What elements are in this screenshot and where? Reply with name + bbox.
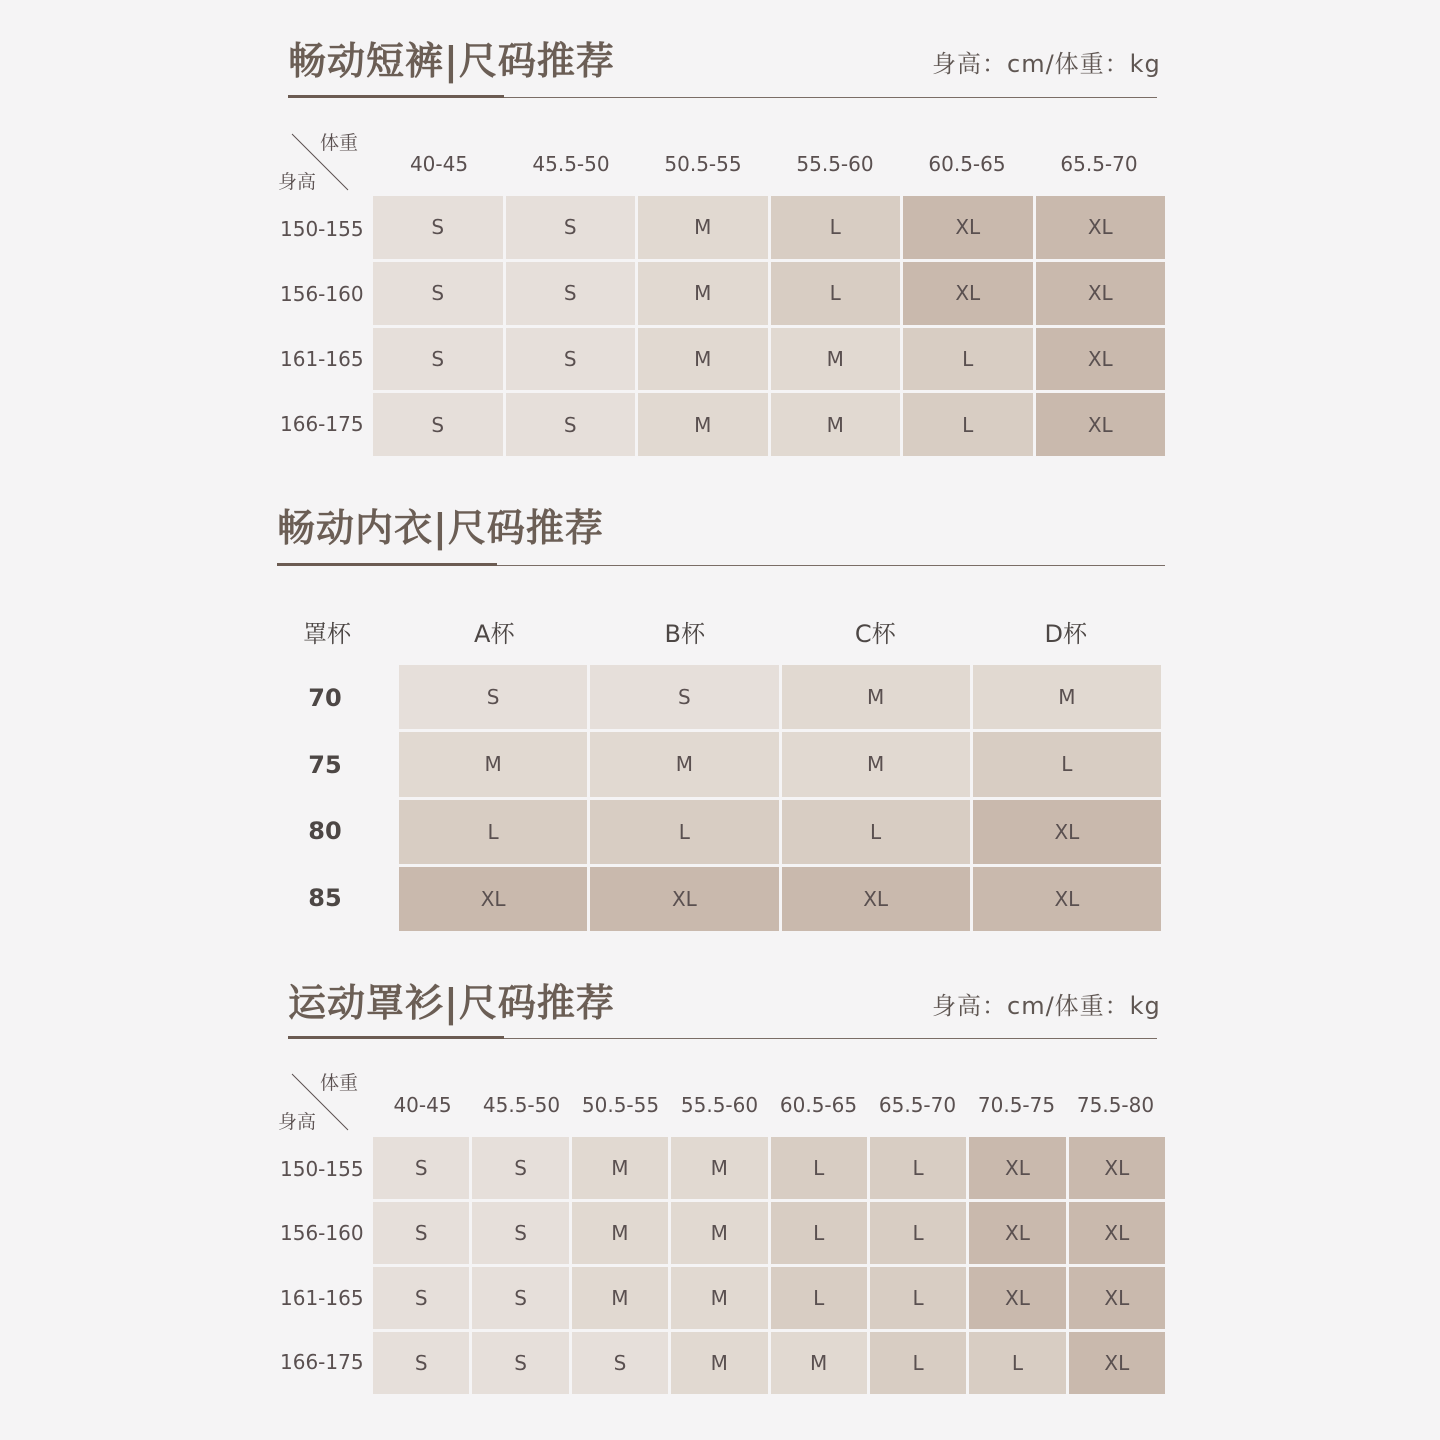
size-cell: M: [572, 1202, 668, 1264]
corner-height-label: 身高: [278, 1111, 317, 1133]
size-cell: M: [973, 665, 1161, 729]
size-cell: XL: [903, 262, 1033, 325]
size-cell: M: [671, 1267, 767, 1329]
top-row-headers: [280, 1137, 370, 1394]
size-cell: L: [870, 1332, 966, 1394]
size-cell: L: [590, 800, 778, 864]
size-cell: M: [638, 393, 768, 456]
column-header: 40-45: [409, 152, 469, 176]
size-cell: S: [572, 1332, 668, 1394]
bra-column-headers: [399, 612, 1161, 650]
size-cell: L: [870, 1137, 966, 1199]
size-cell: S: [373, 393, 503, 456]
bra-size-table: [399, 665, 1161, 931]
size-cell: XL: [973, 867, 1161, 931]
size-cell: XL: [1069, 1267, 1165, 1329]
top-divider-accent: [288, 1036, 504, 1039]
column-header: 60.5-65: [779, 1093, 858, 1117]
row-header: 70: [308, 684, 342, 713]
top-title: 运动罩衫|尺码推荐: [288, 981, 615, 1025]
size-cell: L: [969, 1332, 1065, 1394]
size-cell: S: [373, 1267, 469, 1329]
size-cell: XL: [903, 196, 1033, 259]
size-cell: L: [771, 1202, 867, 1264]
size-cell: M: [638, 328, 768, 391]
size-cell: XL: [1036, 393, 1166, 456]
column-header: 75.5-80: [1076, 1093, 1155, 1117]
top-unit-label: 身高：cm/体重：kg: [932, 992, 1161, 1020]
size-cell: XL: [590, 867, 778, 931]
shorts-size-table: [373, 196, 1165, 456]
column-header: 60.5-65: [928, 152, 1006, 176]
size-cell: XL: [969, 1267, 1065, 1329]
size-cell: S: [506, 262, 636, 325]
column-header: 70.5-75: [977, 1093, 1056, 1117]
size-cell: S: [506, 196, 636, 259]
column-header: 45.5-50: [482, 1093, 561, 1117]
size-cell: S: [472, 1267, 568, 1329]
shorts-divider-accent: [288, 95, 504, 98]
row-header: 166-175: [280, 411, 364, 436]
column-header: 55.5-60: [796, 152, 874, 176]
size-cell: M: [671, 1202, 767, 1264]
size-cell: M: [771, 1332, 867, 1394]
size-cell: L: [771, 262, 901, 325]
size-cell: M: [771, 393, 901, 456]
size-cell: M: [782, 665, 970, 729]
size-cell: S: [399, 665, 587, 729]
size-cell: L: [870, 1202, 966, 1264]
size-cell: L: [870, 1267, 966, 1329]
column-header: 65.5-70: [878, 1093, 957, 1117]
size-cell: S: [373, 1137, 469, 1199]
row-header: 85: [308, 883, 342, 912]
bra-row-headers: [290, 665, 360, 931]
column-header: 40-45: [393, 1093, 452, 1117]
size-cell: M: [671, 1332, 767, 1394]
size-cell: XL: [1069, 1137, 1165, 1199]
bra-title: 畅动内衣|尺码推荐: [277, 506, 604, 550]
shorts-row-headers: [280, 196, 370, 456]
size-cell: S: [373, 196, 503, 259]
corner-weight-label: 体重: [319, 1072, 358, 1094]
size-cell: M: [572, 1137, 668, 1199]
column-header: C杯: [854, 619, 896, 648]
row-header: 150-155: [280, 216, 364, 241]
column-header: B杯: [664, 619, 705, 648]
size-cell: XL: [1036, 262, 1166, 325]
column-header: 55.5-60: [680, 1093, 759, 1117]
size-cell: S: [373, 1202, 469, 1264]
column-header: 45.5-50: [532, 152, 610, 176]
corner-height-label: 身高: [278, 171, 317, 193]
shorts-unit-label: 身高：cm/体重：kg: [932, 50, 1161, 78]
size-cell: L: [399, 800, 587, 864]
size-cell: L: [973, 732, 1161, 796]
size-cell: XL: [973, 800, 1161, 864]
size-cell: L: [771, 1137, 867, 1199]
size-cell: S: [373, 328, 503, 391]
shorts-title: 畅动短裤|尺码推荐: [288, 39, 615, 83]
size-cell: L: [771, 196, 901, 259]
size-cell: XL: [1036, 328, 1166, 391]
size-cell: M: [638, 262, 768, 325]
column-header: 50.5-55: [581, 1093, 660, 1117]
size-cell: M: [572, 1267, 668, 1329]
corner-weight-label: 体重: [319, 132, 358, 154]
shorts-column-headers: [373, 146, 1165, 182]
size-cell: S: [590, 665, 778, 729]
size-cell: S: [506, 328, 636, 391]
size-cell: S: [373, 262, 503, 325]
bra-corner-label: 罩杯: [303, 619, 351, 648]
size-cell: XL: [969, 1137, 1065, 1199]
size-cell: XL: [969, 1202, 1065, 1264]
row-header: 80: [308, 817, 342, 846]
column-header: 50.5-55: [664, 152, 742, 176]
row-header: 150-155: [280, 1157, 364, 1182]
top-size-table: [373, 1137, 1165, 1394]
size-cell: M: [638, 196, 768, 259]
size-cell: S: [472, 1332, 568, 1394]
shorts-corner-header: [278, 128, 358, 194]
size-cell: XL: [782, 867, 970, 931]
top-column-headers: [373, 1087, 1165, 1123]
size-cell: S: [472, 1202, 568, 1264]
bra-divider-accent: [277, 563, 497, 566]
size-cell: XL: [1069, 1202, 1165, 1264]
size-cell: XL: [1069, 1332, 1165, 1394]
size-cell: M: [590, 732, 778, 796]
row-header: 161-165: [280, 1285, 364, 1310]
size-cell: M: [771, 328, 901, 391]
size-cell: XL: [399, 867, 587, 931]
size-cell: S: [506, 393, 636, 456]
size-cell: XL: [1036, 196, 1166, 259]
size-cell: M: [671, 1137, 767, 1199]
column-header: A杯: [474, 619, 515, 648]
size-cell: M: [782, 732, 970, 796]
column-header: D杯: [1044, 619, 1087, 648]
row-header: 156-160: [280, 281, 364, 306]
size-cell: L: [771, 1267, 867, 1329]
row-header: 166-175: [280, 1349, 364, 1374]
column-header: 65.5-70: [1060, 152, 1138, 176]
size-cell: L: [782, 800, 970, 864]
size-cell: S: [373, 1332, 469, 1394]
row-header: 75: [308, 750, 342, 779]
size-cell: L: [903, 328, 1033, 391]
top-corner-header: [278, 1068, 358, 1134]
row-header: 156-160: [280, 1221, 364, 1246]
size-cell: M: [399, 732, 587, 796]
size-cell: S: [472, 1137, 568, 1199]
row-header: 161-165: [280, 346, 364, 371]
size-cell: L: [903, 393, 1033, 456]
